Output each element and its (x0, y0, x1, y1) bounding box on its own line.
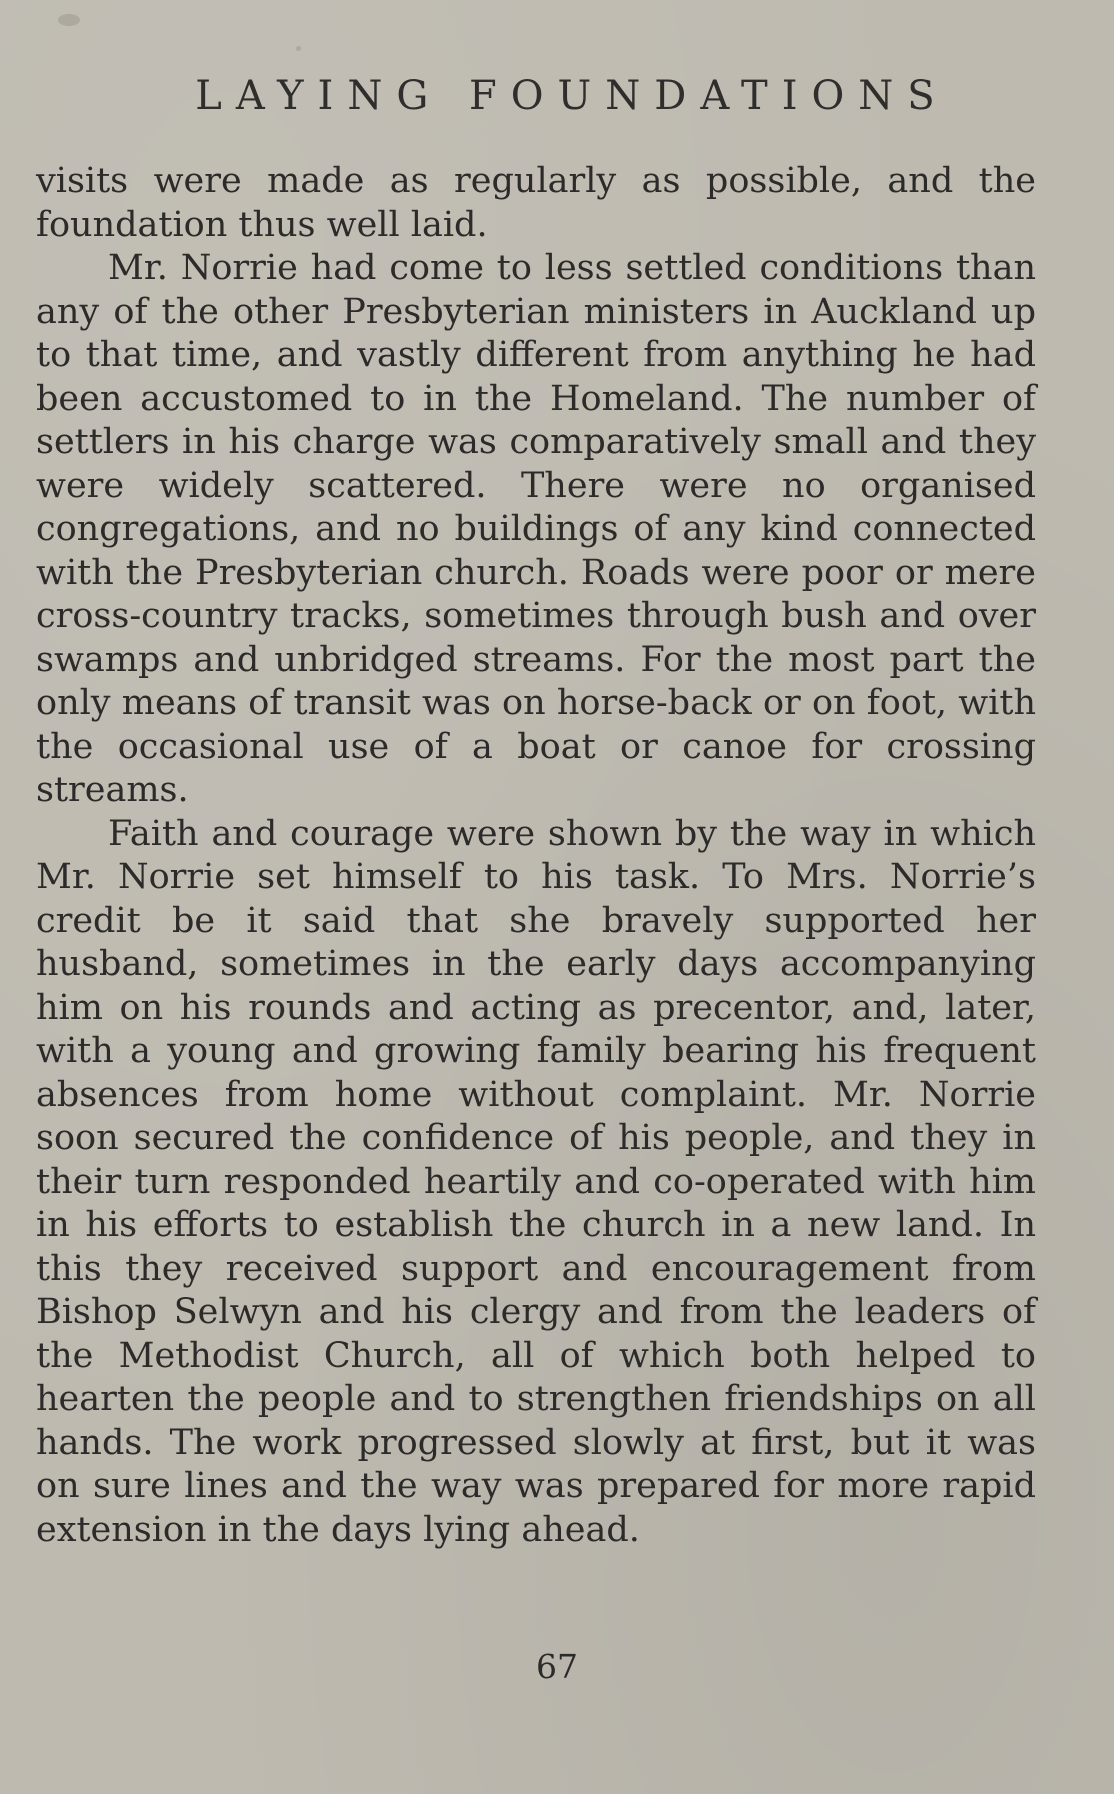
paragraph-settlement-conditions: Mr. Norrie had come to less settled conditions than any of the other Presbyterian ministers in Auckland up to that time, and vastly different from anything he had been accustomed to in the Homeland. The number of settlers in his charge was comparatively small and they were widely scattered. There were no organised congregations, and no buildings of any kind connected with the Presbyterian church. Roads were poor or mere cross-country tracks, sometimes through bush and over swamps and unbridged streams. For the most part the only means of transit was on horse-back or on foot, with the occasional use of a boat or canoe for crossing streams. (36, 248, 1036, 810)
body-text (36, 160, 1036, 1552)
running-head: LAYING FOUNDATIONS (195, 73, 949, 119)
paper-smudge (58, 14, 80, 26)
paper-speck (296, 46, 301, 51)
page-number: 67 (536, 1647, 578, 1686)
paragraph-continued: visits were made as regularly as possible, and the foundation thus well laid. (36, 161, 1036, 245)
paragraph-faith-and-courage: Faith and courage were shown by the way in which Mr. Norrie set himself to his task. To Mrs. Norrie’s credit be it said that she bravely supported her husband, sometimes in the early days accompanying him on his rounds and acting as precentor, and, later, with a young and growing family bearing his frequent absences from home without complaint. Mr. Norrie soon secured the confidence of his people, and they in their turn responded heartily and co-operated with him in his efforts to establish the church in a new land. In this they received support and encouragement from Bishop Selwyn and his clergy and from the leaders of the Methodist Church, all of which both helped to hearten the people and to strengthen friendships on all hands. The work progressed slowly at first, but it was on sure lines and the way was prepared for more rapid extension in the days lying ahead. (36, 813, 1036, 1550)
